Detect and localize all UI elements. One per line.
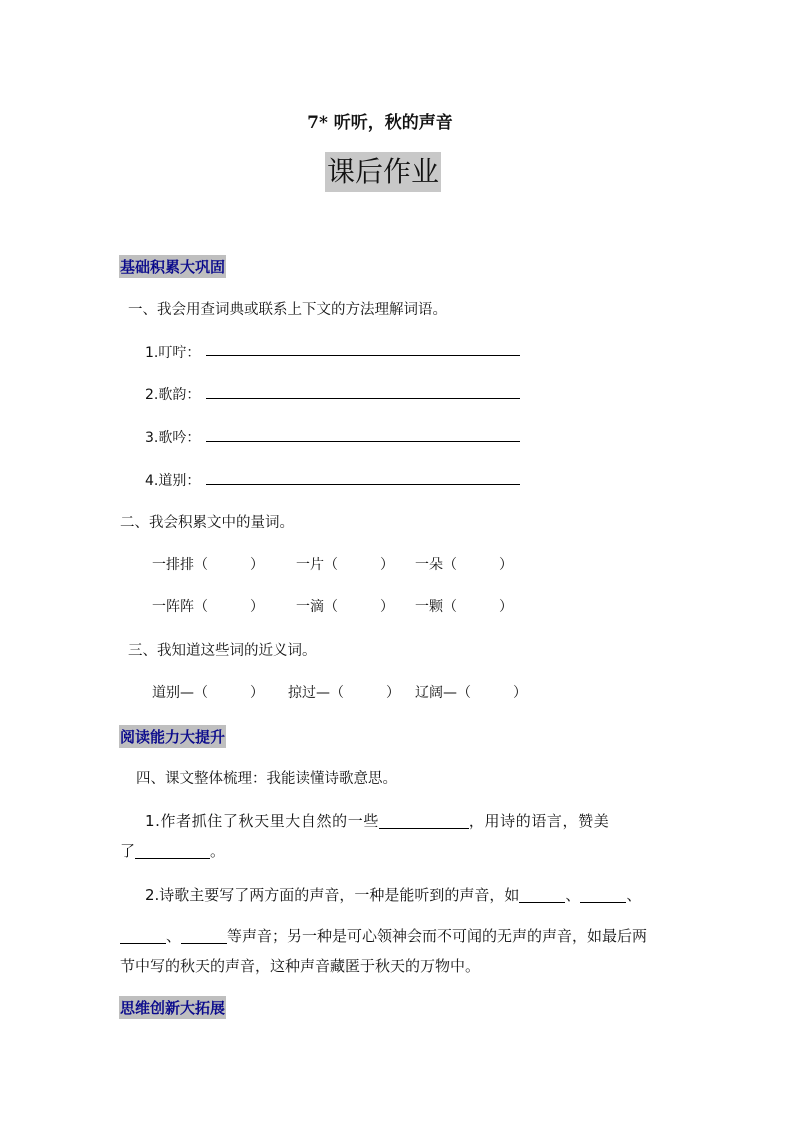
question-3-text: 三、我知道这些词的近义词。 <box>128 643 317 659</box>
q4-paragraph-2-line-2 <box>120 925 647 946</box>
q2-measure-word-4: 一阵阵（ ） <box>152 599 264 615</box>
q4-paragraph-1-line-2 <box>120 840 225 861</box>
question-2-text: 二、我会积累文中的量词。 <box>120 515 294 531</box>
q2-measure-word-5: 一滴（ ） <box>296 599 394 615</box>
q4-p2-blank-4[interactable] <box>181 929 227 944</box>
q2-measure-word-3: 一朵（ ） <box>415 557 513 573</box>
q4-p2-sep-2: 、 <box>626 886 642 904</box>
q1-item-1-label: 1.叮咛： <box>145 345 201 361</box>
worksheet-subtitle: 课后作业 <box>325 152 441 192</box>
q4-p1-text-c: 了 <box>120 842 136 860</box>
q1-item-1-answer-line[interactable] <box>206 355 520 356</box>
q4-p2-blank-2[interactable] <box>580 888 626 903</box>
q4-p1-blank-1[interactable] <box>379 814 469 829</box>
q2-measure-word-6: 一颗（ ） <box>415 599 513 615</box>
q4-p2-sep-1: 、 <box>565 886 581 904</box>
section-thinking-heading: 思维创新大拓展 <box>119 996 226 1019</box>
q3-synonym-1: 道别—（ ） <box>152 685 264 701</box>
question-1-text: 一、我会用查词典或联系上下文的方法理解词语。 <box>128 302 447 318</box>
q4-p1-blank-2[interactable] <box>135 844 210 859</box>
q1-item-2-answer-line[interactable] <box>206 398 520 399</box>
q4-p2-text-a: 2.诗歌主要写了两方面的声音，一种是能听到的声音，如 <box>145 886 520 904</box>
q1-item-4-label: 4.道别： <box>145 473 201 489</box>
q3-synonym-3: 辽阔—（ ） <box>415 685 527 701</box>
q2-measure-word-1: 一排排（ ） <box>152 557 264 573</box>
q4-p2-text-b: 等声音；另一种是可心领神会而不可闻的无声的声音，如最后两 <box>227 927 648 945</box>
q2-measure-word-2: 一片（ ） <box>296 557 394 573</box>
q1-item-3-answer-line[interactable] <box>206 441 520 442</box>
worksheet-title: 7* 听听，秋的声音 <box>307 113 453 133</box>
q4-p2-blank-3[interactable] <box>120 929 166 944</box>
section-basic-heading: 基础积累大巩固 <box>119 255 226 278</box>
q1-item-4-answer-line[interactable] <box>206 484 520 485</box>
q3-synonym-2: 掠过—（ ） <box>288 685 400 701</box>
q1-item-3-label: 3.歌吟： <box>145 430 201 446</box>
q4-p1-text-d: 。 <box>210 842 226 860</box>
q4-paragraph-2-line-3: 节中写的秋天的声音，这种声音藏匿于秋天的万物中。 <box>120 957 481 975</box>
q4-p2-blank-1[interactable] <box>519 888 565 903</box>
section-reading-heading: 阅读能力大提升 <box>119 725 226 748</box>
q4-paragraph-1-line-1 <box>145 810 609 831</box>
q4-paragraph-2-line-1 <box>145 884 641 905</box>
q4-p2-sep-3: 、 <box>166 927 182 945</box>
q4-p1-text-b: ，用诗的语言，赞美 <box>468 812 610 830</box>
q4-p1-text-a: 1.作者抓住了秋天里大自然的一些 <box>145 812 379 830</box>
q1-item-2-label: 2.歌韵： <box>145 387 201 403</box>
question-4-text: 四、课文整体梳理：我能读懂诗歌意思。 <box>136 771 397 787</box>
